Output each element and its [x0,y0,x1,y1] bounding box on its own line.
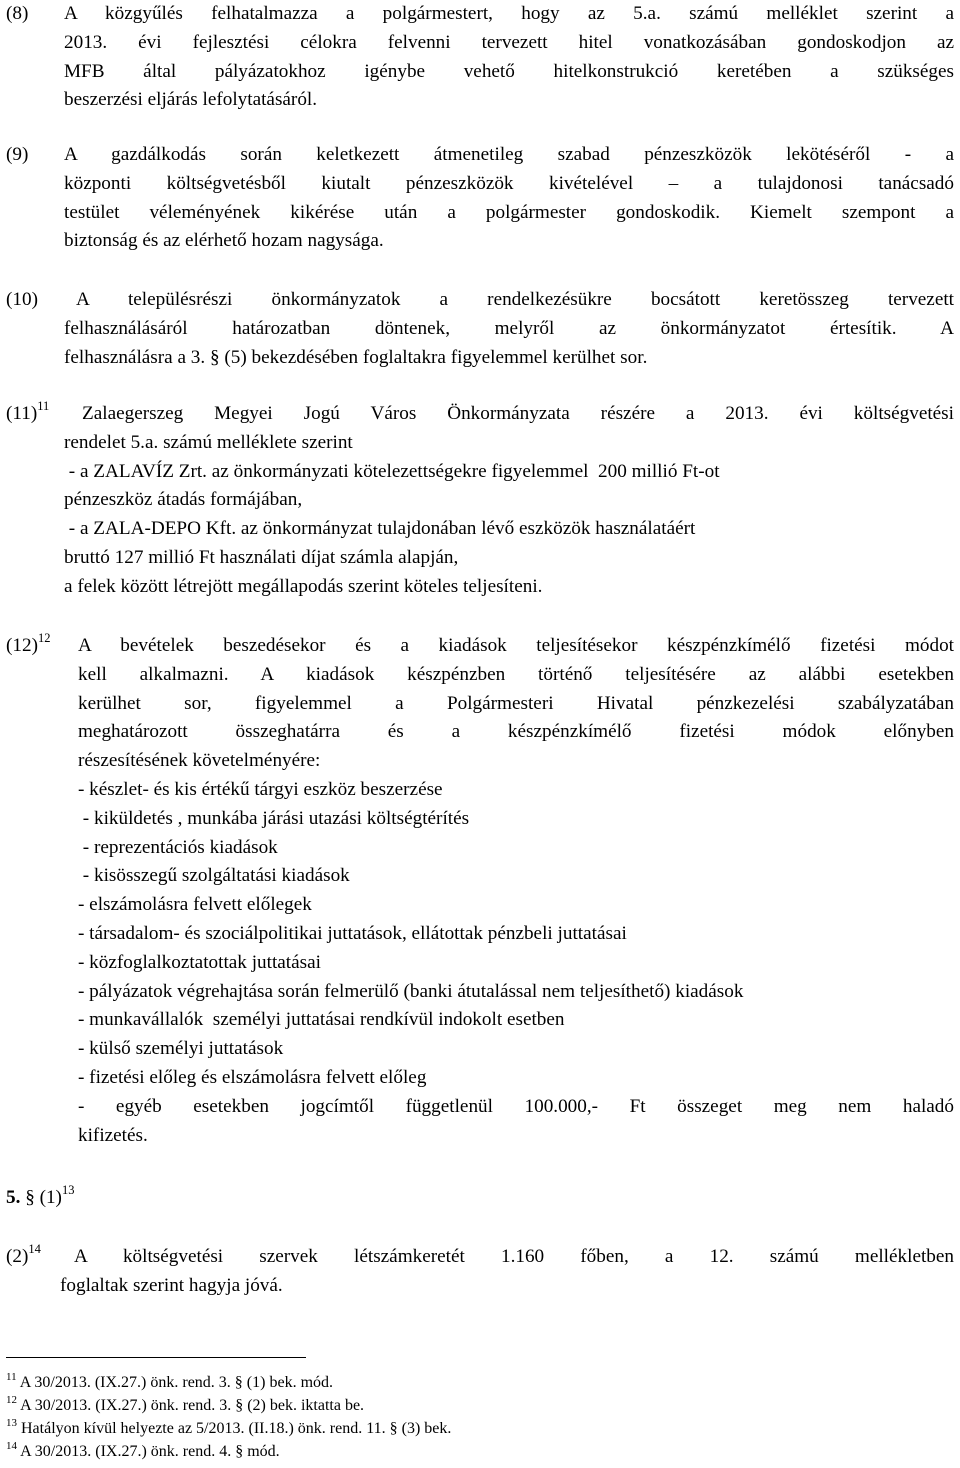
paragraph-line: kifizetés. [78,1124,148,1146]
paragraph-line: A gazdálkodás során keletkezett átmenetileg szabad pénzeszközök lekötéséről - a [64,144,954,165]
section-paragraph: § (1) [25,1187,62,1208]
section-number: 5. [6,1187,21,1208]
paragraph-line: központi költségvetésből kiutalt pénzeszközök kivételével – a tulajdonosi tanácsadó [64,172,954,194]
list-item: - pályázatok végrehajtása során felmerülő (banki átutalással nem teljesíthető) kiadások [78,980,744,1002]
list-item: - egyéb esetekben jogcímtől függetlenül 100.000,- Ft összeget meg nem haladó [78,1095,954,1117]
paragraph-line: pénzeszköz átadás formájában, [64,489,303,511]
footnote-ref: 13 [61,1183,75,1197]
list-item: - kisösszegű szolgáltatási kiadások [78,865,350,887]
list-item: - készlet- és kis értékű tárgyi eszköz beszerzése [78,778,443,800]
list-item: - társadalom- és szociálpolitikai juttatások, ellátottak pénzbeli juttatásai [78,922,627,944]
paragraph-2 [6,1243,954,1301]
paragraph-line: rendelet 5.a. számú melléklete szerint [64,431,353,453]
paragraph-line: - a ZALA-DEPO Kft. az önkormányzat tulajdonában lévő eszközök használatáért [64,518,696,540]
footnote-separator [6,1357,306,1358]
paragraph-8 [6,0,954,115]
footnote-ref: 14 [28,1242,41,1256]
paragraph-line: MFB által pályázatokhoz igénybe vehető hitelkonstrukció keretében a szükséges [64,60,954,82]
list-item: - reprezentációs kiadások [78,836,278,858]
paragraph-number: (9) [6,144,29,165]
list-item: - közfoglalkoztatottak juttatásai [78,951,321,973]
paragraph-line: testület véleményének kikérése után a polgármester gondoskodik. Kiemelt szempont a [64,201,954,223]
list-item: - elszámolásra felvett előlegek [78,894,312,916]
list-item: - munkavállalók személyi juttatásai rendkívül indokolt esetben [78,1009,565,1031]
footnote-ref: 11 [37,399,50,413]
footnote: $^{14}$ A 30/2013. (IX.27.) önk. rend. 4. § mód. [6,1440,280,1460]
paragraph-line: meghatározott összeghatárra és a készpénzkímélő fizetési módok előnyben [78,721,954,743]
paragraph-12 [6,632,954,1150]
paragraph-line: bruttó 127 millió Ft használati díjat számla alapján, [64,546,459,568]
paragraph-line: felhasználásáról határozatban döntenek, melyről az önkormányzatot értesítik. A [64,317,954,339]
paragraph-line: biztonság és az elérhető hozam nagysága. [64,230,384,252]
paragraph-9 [6,141,954,256]
paragraph-line: foglaltak szerint hagyja jóvá. [60,1274,283,1296]
paragraph-line: - a ZALAVÍZ Zrt. az önkormányzati kötelezettségekre figyelemmel 200 millió Ft-ot [64,460,720,482]
list-item: - külső személyi juttatások [78,1038,284,1060]
paragraph-number: $(12)^{12}$ [6,631,51,656]
footnote: $^{13}$ Hatályon kívül helyezte az 5/2013. (II.18.) önk. rend. 11. § (3) bek. [6,1417,452,1437]
footnote: $^{11}$ A 30/2013. (IX.27.) önk. rend. 3. § (1) bek. mód. [6,1371,334,1391]
paragraph-10 [6,286,954,372]
footnote-ref: 12 [37,631,51,645]
paragraph-line: 2013. évi fejlesztési célokra felvenni tervezett hitel vonatkozásában gondoskodjon az [64,31,954,53]
paragraph-line: (10) A településrészi önkormányzatok a rendelkezésükre bocsátott keretösszeg tervezett [6,289,954,310]
footnote: $^{12}$ A 30/2013. (IX.27.) önk. rend. 3. § (2) bek. iktatta be. [6,1394,365,1414]
paragraph-line: A költségvetési szervek létszámkeretét 1.160 főben, a 12. számú mellékletben [74,1246,954,1267]
paragraph-line: felhasználásra a 3. § (5) bekezdésében foglaltakra figyelemmel kerülhet sor. [64,346,648,368]
paragraph-line: részesítésének követelményére: [78,750,321,772]
paragraph-number: $(2)^{14}$ [6,1242,41,1267]
paragraph-line: a felek között létrejött megállapodás szerint köteles teljesíteni. [64,575,543,597]
section-5-heading [6,1184,306,1213]
paragraph-line: Zalaegerszeg Megyei Jogú Város Önkormányzata részére a 2013. évi költségvetési [82,403,954,424]
list-item: - fizetési előleg és elszámolásra felvett előleg [78,1066,427,1088]
paragraph-line: kell alkalmazni. A kiadások készpénzben történő teljesítésére az alábbi esetekben [78,663,954,685]
paragraph-number: $(11)^{11}$ [6,399,50,424]
list-item: - kiküldetés , munkába járási utazási költségtérítés [78,807,470,829]
paragraph-number: (8) [6,3,29,24]
paragraph-line: A bevételek beszedésekor és a kiadások teljesítésekor készpénzkímélő fizetési módot [78,635,954,656]
paragraph-line: A közgyűlés felhatalmazza a polgármestert, hogy az 5.a. számú melléklet szerint a [64,3,954,24]
paragraph-11 [6,400,954,602]
paragraph-line: kerülhet sor, figyelemmel a Polgármesteri Hivatal pénzkezelési szabályzatában [78,692,954,714]
paragraph-line: beszerzési eljárás lefolytatásáról. [64,89,318,111]
